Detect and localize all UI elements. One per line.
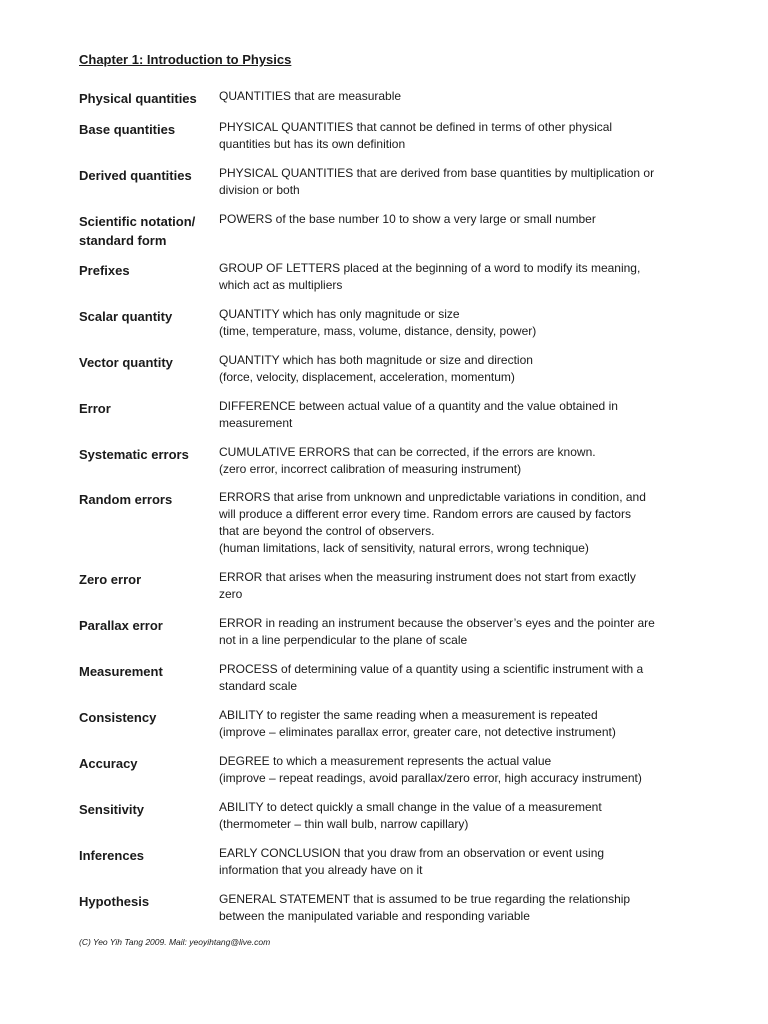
- glossary-term: [79, 707, 219, 741]
- glossary-definition: [219, 799, 679, 833]
- glossary-term: [79, 211, 219, 250]
- term-line: Measurement: [79, 664, 163, 679]
- term-line: Systematic errors: [79, 447, 189, 462]
- glossary-entry: [79, 569, 679, 603]
- definition-line: CUMULATIVE ERRORS that can be corrected, if the errors are known.: [219, 445, 596, 459]
- glossary-definition: [219, 211, 679, 250]
- glossary-entry: [79, 211, 679, 250]
- term-line: Base quantities: [79, 122, 176, 137]
- definition-line: standard scale: [219, 679, 298, 693]
- definition-line: ABILITY to detect quickly a small change in the value of a measurement: [219, 800, 602, 814]
- glossary-term: [79, 260, 219, 294]
- glossary-entry: [79, 88, 679, 108]
- glossary-definition: [219, 444, 679, 478]
- glossary-definition: [219, 119, 679, 153]
- chapter-title: Chapter 1: Introduction to Physics: [79, 52, 292, 67]
- glossary-term: [79, 306, 219, 340]
- glossary-definition: [219, 352, 679, 386]
- glossary-term: [79, 165, 219, 199]
- glossary-definition: [219, 615, 679, 649]
- glossary-entry: [79, 845, 679, 879]
- glossary-definition: [219, 661, 679, 695]
- term-line: standard form: [79, 233, 167, 248]
- term-line: Accuracy: [79, 756, 138, 771]
- definition-line: (force, velocity, displacement, acceleration, momentum): [219, 370, 515, 384]
- term-line: Sensitivity: [79, 802, 145, 817]
- glossary-entry: [79, 753, 679, 787]
- glossary-definition: [219, 489, 679, 557]
- definition-line: (time, temperature, mass, volume, distance, density, power): [219, 324, 537, 338]
- term-line: Scalar quantity: [79, 309, 173, 324]
- definition-line: PHYSICAL QUANTITIES that are derived from base quantities by multiplication or: [219, 166, 655, 180]
- term-line: Vector quantity: [79, 355, 173, 370]
- glossary-definition: [219, 306, 679, 340]
- glossary-entry: [79, 891, 679, 925]
- term-line: Parallax error: [79, 618, 163, 633]
- definition-line: QUANTITY which has both magnitude or size and direction: [219, 353, 533, 367]
- glossary-term: [79, 891, 219, 925]
- glossary-entry: [79, 707, 679, 741]
- term-line: Scientific notation/: [79, 214, 196, 229]
- glossary-entry: [79, 444, 679, 478]
- glossary-entry: [79, 306, 679, 340]
- definition-line: POWERS of the base number 10 to show a very large or small number: [219, 212, 596, 226]
- glossary-term: [79, 661, 219, 695]
- definition-line: DEGREE to which a measurement represents the actual value: [219, 754, 552, 768]
- footer-copyright: (C) Yeo Yih Tang 2009. Mail: yeoyihtang@live.com: [79, 937, 271, 947]
- definition-line: (human limitations, lack of sensitivity, natural errors, wrong technique): [219, 541, 589, 555]
- term-line: Hypothesis: [79, 894, 150, 909]
- glossary-definition: [219, 891, 679, 925]
- glossary-definition: [219, 707, 679, 741]
- definition-line: information that you already have on it: [219, 863, 423, 877]
- glossary-entry: [79, 119, 679, 153]
- term-line: Zero error: [79, 572, 142, 587]
- definition-line: QUANTITIES that are measurable: [219, 89, 402, 103]
- glossary-definition: [219, 260, 679, 294]
- definition-line: (zero error, incorrect calibration of measuring instrument): [219, 462, 522, 476]
- glossary-entry: [79, 352, 679, 386]
- definition-line: measurement: [219, 416, 293, 430]
- glossary-entry: [79, 165, 679, 199]
- definition-line: not in a line perpendicular to the plane of scale: [219, 633, 468, 647]
- definition-line: division or both: [219, 183, 300, 197]
- definition-line: zero: [219, 587, 243, 601]
- definition-line: that are beyond the control of observers.: [219, 524, 435, 538]
- glossary-definition: [219, 569, 679, 603]
- definition-line: ERRORS that arise from unknown and unpredictable variations in condition, and: [219, 490, 646, 504]
- glossary-term: [79, 119, 219, 153]
- glossary-definition: [219, 88, 679, 108]
- definition-line: (improve – eliminates parallax error, greater care, not detective instrument): [219, 725, 616, 739]
- glossary-term: [79, 444, 219, 478]
- definition-line: QUANTITY which has only magnitude or size: [219, 307, 460, 321]
- definition-line: which act as multipliers: [219, 278, 343, 292]
- term-line: Prefixes: [79, 263, 130, 278]
- definition-line: ABILITY to register the same reading when a measurement is repeated: [219, 708, 598, 722]
- glossary-entry: [79, 260, 679, 294]
- glossary-term: [79, 489, 219, 557]
- definition-line: (thermometer – thin wall bulb, narrow capillary): [219, 817, 469, 831]
- glossary-entry: [79, 398, 679, 432]
- definition-line: ERROR in reading an instrument because the observer’s eyes and the pointer are: [219, 616, 655, 630]
- definition-line: EARLY CONCLUSION that you draw from an observation or event using: [219, 846, 605, 860]
- glossary-definition: [219, 165, 679, 199]
- definition-line: quantities but has its own definition: [219, 137, 406, 151]
- glossary-entry: [79, 615, 679, 649]
- glossary-term: [79, 845, 219, 879]
- definition-line: PHYSICAL QUANTITIES that cannot be defined in terms of other physical: [219, 120, 613, 134]
- glossary-term: [79, 615, 219, 649]
- glossary-definition: [219, 398, 679, 432]
- glossary-term: [79, 569, 219, 603]
- definition-line: PROCESS of determining value of a quantity using a scientific instrument with a: [219, 662, 644, 676]
- term-line: Derived quantities: [79, 168, 192, 183]
- term-line: Physical quantities: [79, 91, 197, 106]
- glossary-definition: [219, 753, 679, 787]
- glossary-entry: [79, 489, 679, 557]
- glossary-term: [79, 352, 219, 386]
- glossary-entry: [79, 799, 679, 833]
- glossary-term: [79, 398, 219, 432]
- term-line: Error: [79, 401, 111, 416]
- term-line: Inferences: [79, 848, 145, 863]
- term-line: Consistency: [79, 710, 157, 725]
- definition-line: will produce a different error every time. Random errors are caused by factors: [219, 507, 631, 521]
- definition-line: between the manipulated variable and responding variable: [219, 909, 530, 923]
- definition-line: (improve – repeat readings, avoid parallax/zero error, high accuracy instrument): [219, 771, 642, 785]
- term-line: Random errors: [79, 492, 173, 507]
- definition-line: DIFFERENCE between actual value of a quantity and the value obtained in: [219, 399, 618, 413]
- glossary-entry: [79, 661, 679, 695]
- definition-line: GENERAL STATEMENT that is assumed to be true regarding the relationship: [219, 892, 631, 906]
- glossary-term: [79, 753, 219, 787]
- glossary-term: [79, 88, 219, 108]
- definition-line: GROUP OF LETTERS placed at the beginning of a word to modify its meaning,: [219, 261, 641, 275]
- glossary-term: [79, 799, 219, 833]
- definition-line: ERROR that arises when the measuring instrument does not start from exactly: [219, 570, 636, 584]
- glossary-definition: [219, 845, 679, 879]
